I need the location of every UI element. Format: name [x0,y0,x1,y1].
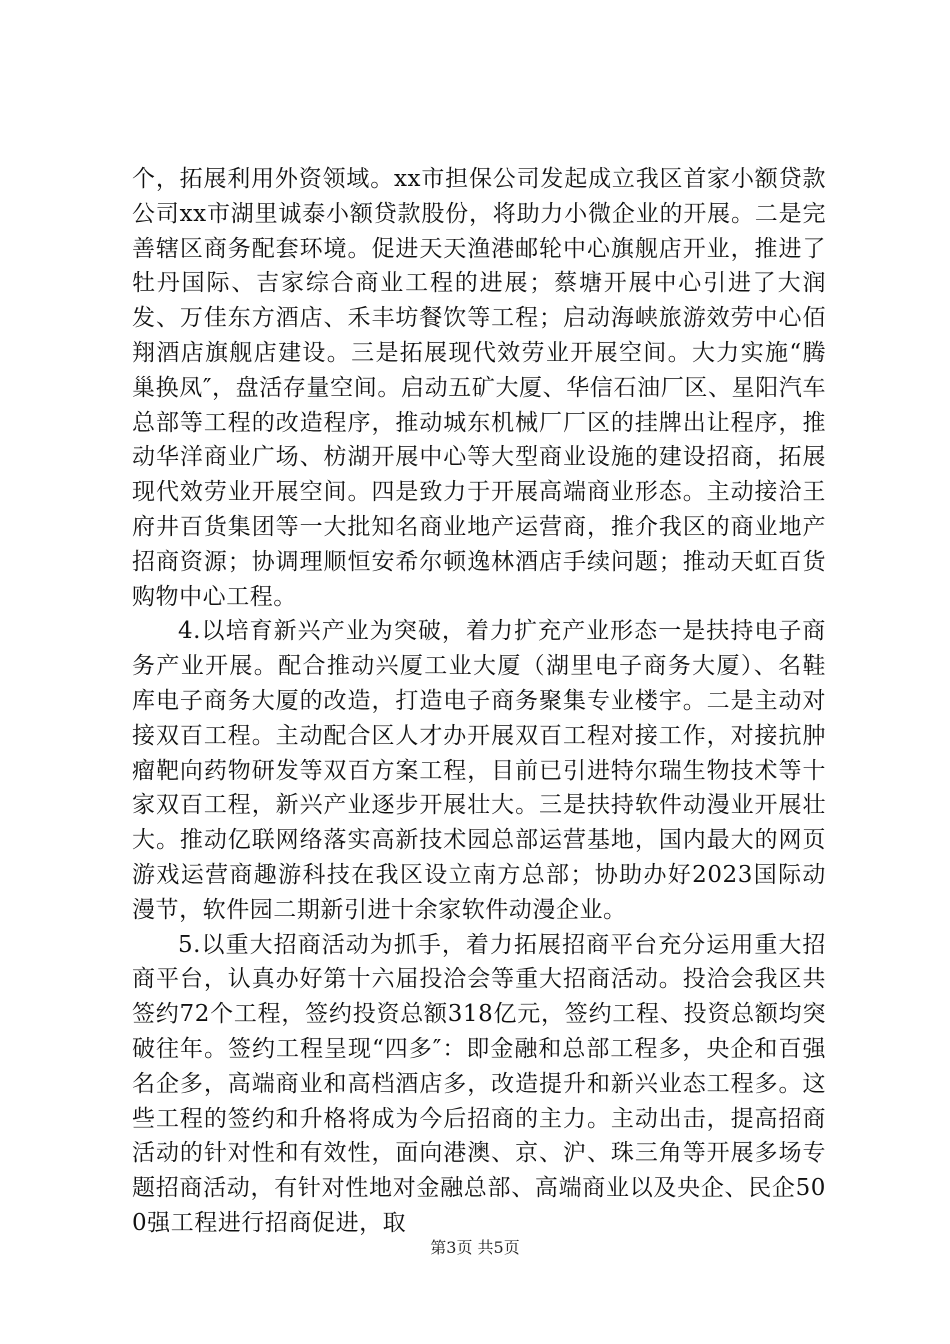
paragraph-item-4: 4.以培育新兴产业为突破，着力扩充产业形态一是扶持电子商务产业开展。配合推动兴厦工业大厦（湖里电子商务大厦）、名鞋库电子商务大厦的改造，打造电子商务聚集专业楼宇。二是主动对接双百工程。主动配合区人才办开展双百工程对接工作，对接抗肿瘤靶向药物研发等双百方案工程，目前已引进特尔瑞生物技术等十家双百工程，新兴产业逐步开展壮大。三是扶持软件动漫业开展壮大。推动亿联网络落实高新技术园总部运营基地，国内最大的网页游戏运营商趣游科技在我区设立南方总部；协助办好2023国际动漫节，软件园二期新引进十余家软件动漫企业。 [132,618,826,923]
paragraph-continuation: 个，拓展利用外资领域。xx市担保公司发起成立我区首家小额贷款公司xx市湖里诚泰小额贷款股份，将助力小微企业的开展。二是完善辖区商务配套环境。促进天天渔港邮轮中心旗舰店开业，推进了牡丹国际、吉家综合商业工程的进展；蔡塘开展中心引进了大润发、万佳东方酒店、禾丰坊餐饮等工程；启动海峡旅游效劳中心佰翔酒店旗舰店建设。三是拓展现代效劳业开展空间。大力实施“腾巢换凤″，盘活存量空间。启动五矿大厦、华信石油厂区、星阳汽车总部等工程的改造程序，推动城东机械厂厂区的挂牌出让程序，推动华洋商业广场、枋湖开展中心等大型商业设施的建设招商，拓展现代效劳业开展空间。四是致力于开展高端商业形态。主动接洽王府井百货集团等一大批知名商业地产运营商，推介我区的商业地产招商资源；协调理顺恒安希尔顿逸林酒店手续问题；推动天虹百货购物中心工程。 [132,166,826,610]
page-footer [0,1238,950,1258]
document-body [132,162,826,1241]
page-total: 共5页 [477,1238,520,1257]
paragraph-item-5: 5.以重大招商活动为抓手，着力拓展招商平台充分运用重大招商平台，认真办好第十六届投洽会等重大招商活动。投洽会我区共签约72个工程，签约投资总额318亿元，签约工程、投资总额均突破往年。签约工程呈现“四多″：即金融和总部工程多，央企和百强名企多，高端商业和高档酒店多，改造提升和新兴业态工程多。这些工程的签约和升格将成为今后招商的主力。主动出击，提高招商活动的针对性和有效性，面向港澳、京、沪、珠三角等开展多场专题招商活动，有针对性地对金融总部、高端商业以及央企、民企500强工程进行招商促进，取 [132,931,826,1236]
page-number: 第3页 [430,1238,473,1257]
